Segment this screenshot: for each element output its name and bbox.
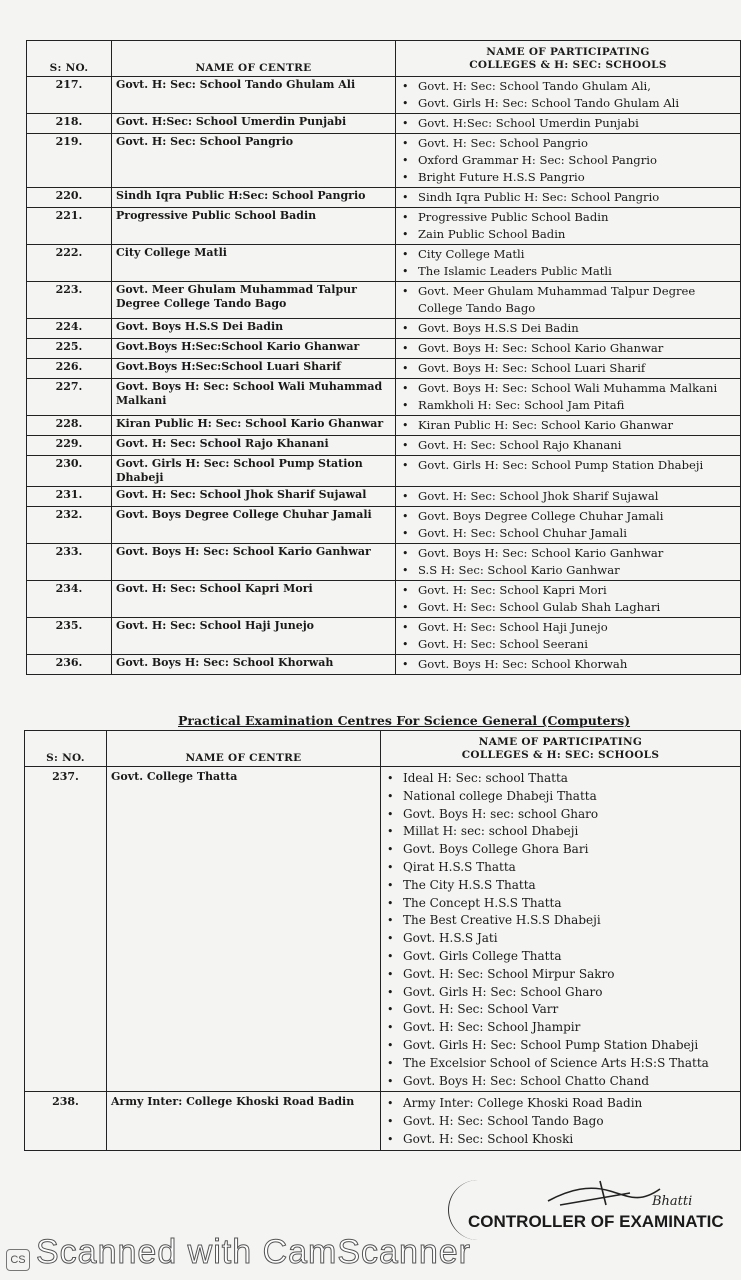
centre-name: Govt. Boys H: Sec: School Kario Ganhwar [112,544,396,581]
participating-list-cell [396,544,741,581]
list-item: • Govt. Boys H: Sec: School Khorwah [400,656,736,673]
list-item: • Govt. Boys H.S.S Dei Badin [400,320,736,337]
list-item: • Govt. H: Sec: School Tando Bago [385,1113,736,1131]
participating-list [385,1095,736,1148]
table-row [27,581,741,618]
participating-list [400,320,736,337]
list-item: • Ramkholi H: Sec: School Jam Pitafi [400,397,736,414]
list-item: • Zain Public School Badin [400,226,736,243]
table-row [27,379,741,416]
serial-number: 234. [27,581,112,618]
list-item: • National college Dhabeji Thatta [385,788,736,806]
list-item: • Govt. H: Sec: School Rajo Khanani [400,437,736,454]
serial-number: 232. [27,507,112,544]
controller-title: CONTROLLER OF EXAMINATIC [468,1212,724,1231]
serial-number: 224. [27,319,112,339]
participating-list [400,246,736,280]
list-item: • Progressive Public School Badin [400,209,736,226]
list-item: • Govt. H: Sec: School Khoski [385,1131,736,1149]
scanner-watermark: Scanned with CamScanner [36,1233,472,1271]
list-item: • Govt. Boys H: Sec: School Kario Ganhwar [400,545,736,562]
table-row [27,188,741,208]
list-item: • Govt. H: Sec: School Jhok Sharif Sujawal [400,488,736,505]
participating-list-cell [396,188,741,208]
serial-number: 235. [27,618,112,655]
table-row [27,245,741,282]
list-item: • Govt. H.S.S Jati [385,930,736,948]
table-row [27,282,741,319]
serial-number: 225. [27,339,112,359]
list-item: • Bright Future H.S.S Pangrio [400,169,736,186]
centre-name: Govt.Boys H:Sec:School Luari Sharif [112,359,396,379]
centre-name: Govt. Boys Degree College Chuhar Jamali [112,507,396,544]
list-item: • Govt. Boys H: sec: school Gharo [385,806,736,824]
serial-number: 219. [27,134,112,188]
list-item: • S.S H: Sec: School Kario Ganhwar [400,562,736,579]
serial-number: 236. [27,655,112,675]
table-row [25,1092,741,1150]
signature-text: Bhatti [652,1194,693,1209]
table-row [27,456,741,487]
participating-list-cell [396,282,741,319]
participating-list-cell [396,507,741,544]
list-item: • Govt. Boys H: Sec: School Kario Ghanwar [400,340,736,357]
participating-list [400,78,736,112]
serial-number: 228. [27,416,112,436]
header-sno: S: NO. [27,41,112,77]
table-row [27,544,741,581]
header-sno: S: NO. [25,731,107,767]
list-item: • Millat H: sec: school Dhabeji [385,823,736,841]
table-row [27,618,741,655]
participating-list-cell [396,339,741,359]
serial-number: 222. [27,245,112,282]
participating-list-cell [396,618,741,655]
list-item: • Govt. Boys H: Sec: School Wali Muhamma Malkani [400,380,736,397]
centre-name: Sindh Iqra Public H:Sec: School Pangrio [112,188,396,208]
table-header-row [27,41,741,77]
centre-name: Govt. H: Sec: School Kapri Mori [112,581,396,618]
participating-list-cell [396,208,741,245]
table-row [25,767,741,1092]
participating-list [400,656,736,673]
serial-number: 230. [27,456,112,487]
participating-list-cell [396,134,741,188]
list-item: • Govt. H:Sec: School Umerdin Punjabi [400,115,736,132]
participating-list-cell [396,487,741,507]
table-row [27,416,741,436]
table-row [27,359,741,379]
list-item: • Govt. H: Sec: School Jhampir [385,1019,736,1037]
list-item: • Govt. Boys College Ghora Bari [385,841,736,859]
centre-name: Govt. College Thatta [107,767,381,1092]
centre-name: Govt. Meer Ghulam Muhammad Talpur Degree College Tando Bago [112,282,396,319]
participating-list [400,360,736,377]
participating-list-cell [381,1092,741,1150]
participating-list [400,209,736,243]
participating-list-cell [396,436,741,456]
list-item: • Govt. Girls College Thatta [385,948,736,966]
header-participating-line1: NAME OF PARTICIPATING [478,735,643,748]
list-item: • Govt. Girls H: Sec: School Pump Station Dhabeji [400,457,736,474]
list-item: • Govt. Girls H: Sec: School Pump Station Dhabeji [385,1037,736,1055]
serial-number: 218. [27,114,112,134]
serial-number: 223. [27,282,112,319]
list-item: • The Concept H.S.S Thatta [385,895,736,913]
table-row [27,319,741,339]
participating-list [400,437,736,454]
list-item: • Govt. Boys H: Sec: School Luari Sharif [400,360,736,377]
camscanner-logo-icon: CS [6,1249,30,1271]
centres-table-1 [26,40,741,675]
centre-name: Govt. H: Sec: School Pangrio [112,134,396,188]
participating-list-cell [396,416,741,436]
centres-table-2 [24,730,741,1151]
table-row [27,655,741,675]
participating-list [400,508,736,542]
table-row [27,487,741,507]
table-row [27,436,741,456]
list-item: • Kiran Public H: Sec: School Kario Ghanwar [400,417,736,434]
list-item: • The Best Creative H.S.S Dhabeji [385,912,736,930]
list-item: • Govt. Boys H: Sec: School Chatto Chand [385,1073,736,1091]
list-item: • Govt. H: Sec: School Seerani [400,636,736,653]
header-centre: NAME OF CENTRE [112,41,396,77]
participating-list-cell [396,655,741,675]
list-item: • Govt. Girls H: Sec: School Gharo [385,984,736,1002]
table-row [27,507,741,544]
signature [540,1175,700,1211]
centre-name: Kiran Public H: Sec: School Kario Ghanwar [112,416,396,436]
centre-name: City College Matli [112,245,396,282]
list-item: • Oxford Grammar H: Sec: School Pangrio [400,152,736,169]
participating-list-cell [396,456,741,487]
participating-list [400,488,736,505]
table-row [27,114,741,134]
centre-name: Govt. H: Sec: School Tando Ghulam Ali [112,77,396,114]
participating-list [400,380,736,414]
serial-number: 217. [27,77,112,114]
participating-list [400,189,736,206]
participating-list [385,770,736,1090]
header-centre: NAME OF CENTRE [107,731,381,767]
participating-list [400,135,736,186]
list-item: • Qirat H.S.S Thatta [385,859,736,877]
participating-list [400,457,736,474]
header-participating [381,731,741,767]
participating-list [400,417,736,434]
list-item: • Govt. H: Sec: School Varr [385,1001,736,1019]
table-body [25,767,741,1151]
centre-name: Govt. Boys H: Sec: School Khorwah [112,655,396,675]
list-item: • Govt. H: Sec: School Gulab Shah Laghari [400,599,736,616]
participating-list-cell [381,767,741,1092]
header-participating [396,41,741,77]
participating-list [400,619,736,653]
serial-number: 238. [25,1092,107,1150]
participating-list-cell [396,359,741,379]
list-item: • Govt. H: Sec: School Chuhar Jamali [400,525,736,542]
participating-list-cell [396,77,741,114]
centre-name: Govt. H: Sec: School Jhok Sharif Sujawal [112,487,396,507]
centre-name: Govt.Boys H:Sec:School Kario Ghanwar [112,339,396,359]
serial-number: 233. [27,544,112,581]
header-participating-line1: NAME OF PARTICIPATING [486,45,650,58]
participating-list [400,283,736,317]
list-item: • Govt. Meer Ghulam Muhammad Talpur Degree College Tando Bago [400,283,736,317]
list-item: • The Excelsior School of Science Arts H:S:S Thatta [385,1055,736,1073]
list-item: • Sindh Iqra Public H: Sec: School Pangrio [400,189,736,206]
participating-list [400,545,736,579]
serial-number: 221. [27,208,112,245]
centre-name: Army Inter: College Khoski Road Badin [107,1092,381,1150]
centre-name: Govt. H: Sec: School Haji Junejo [112,618,396,655]
serial-number: 220. [27,188,112,208]
table-row [27,77,741,114]
list-item: • Army Inter: College Khoski Road Badin [385,1095,736,1113]
centre-name: Govt. Girls H: Sec: School Pump Station Dhabeji [112,456,396,487]
serial-number: 226. [27,359,112,379]
participating-list-cell [396,581,741,618]
list-item: • City College Matli [400,246,736,263]
header-participating-line2: COLLEGES & H: SEC: SCHOOLS [461,748,660,761]
table-header-row [25,731,741,767]
centre-name: Govt. H: Sec: School Rajo Khanani [112,436,396,456]
list-item: • Govt. Girls H: Sec: School Tando Ghulam Ali [400,95,736,112]
list-item: • Govt. H: Sec: School Tando Ghulam Ali, [400,78,736,95]
section-title: Practical Examination Centres For Science General (Computers) [178,713,631,728]
serial-number: 227. [27,379,112,416]
participating-list [400,582,736,616]
centre-name: Govt. Boys H: Sec: School Wali Muhammad Malkani [112,379,396,416]
participating-list-cell [396,379,741,416]
serial-number: 229. [27,436,112,456]
participating-list-cell [396,245,741,282]
list-item: • Ideal H: Sec: school Thatta [385,770,736,788]
centre-name: Progressive Public School Badin [112,208,396,245]
serial-number: 237. [25,767,107,1092]
participating-list [400,340,736,357]
participating-list [400,115,736,132]
list-item: • Govt. H: Sec: School Mirpur Sakro [385,966,736,984]
serial-number: 231. [27,487,112,507]
centre-name: Govt. H:Sec: School Umerdin Punjabi [112,114,396,134]
table-row [27,134,741,188]
table-body [27,77,741,675]
list-item: • The City H.S.S Thatta [385,877,736,895]
list-item: • Govt. H: Sec: School Pangrio [400,135,736,152]
list-item: • Govt. Boys Degree College Chuhar Jamali [400,508,736,525]
list-item: • The Islamic Leaders Public Matli [400,263,736,280]
list-item: • Govt. H: Sec: School Haji Junejo [400,619,736,636]
table-row [27,339,741,359]
list-item: • Govt. H: Sec: School Kapri Mori [400,582,736,599]
centre-name: Govt. Boys H.S.S Dei Badin [112,319,396,339]
table-row [27,208,741,245]
participating-list-cell [396,114,741,134]
participating-list-cell [396,319,741,339]
header-participating-line2: COLLEGES & H: SEC: SCHOOLS [469,58,667,71]
